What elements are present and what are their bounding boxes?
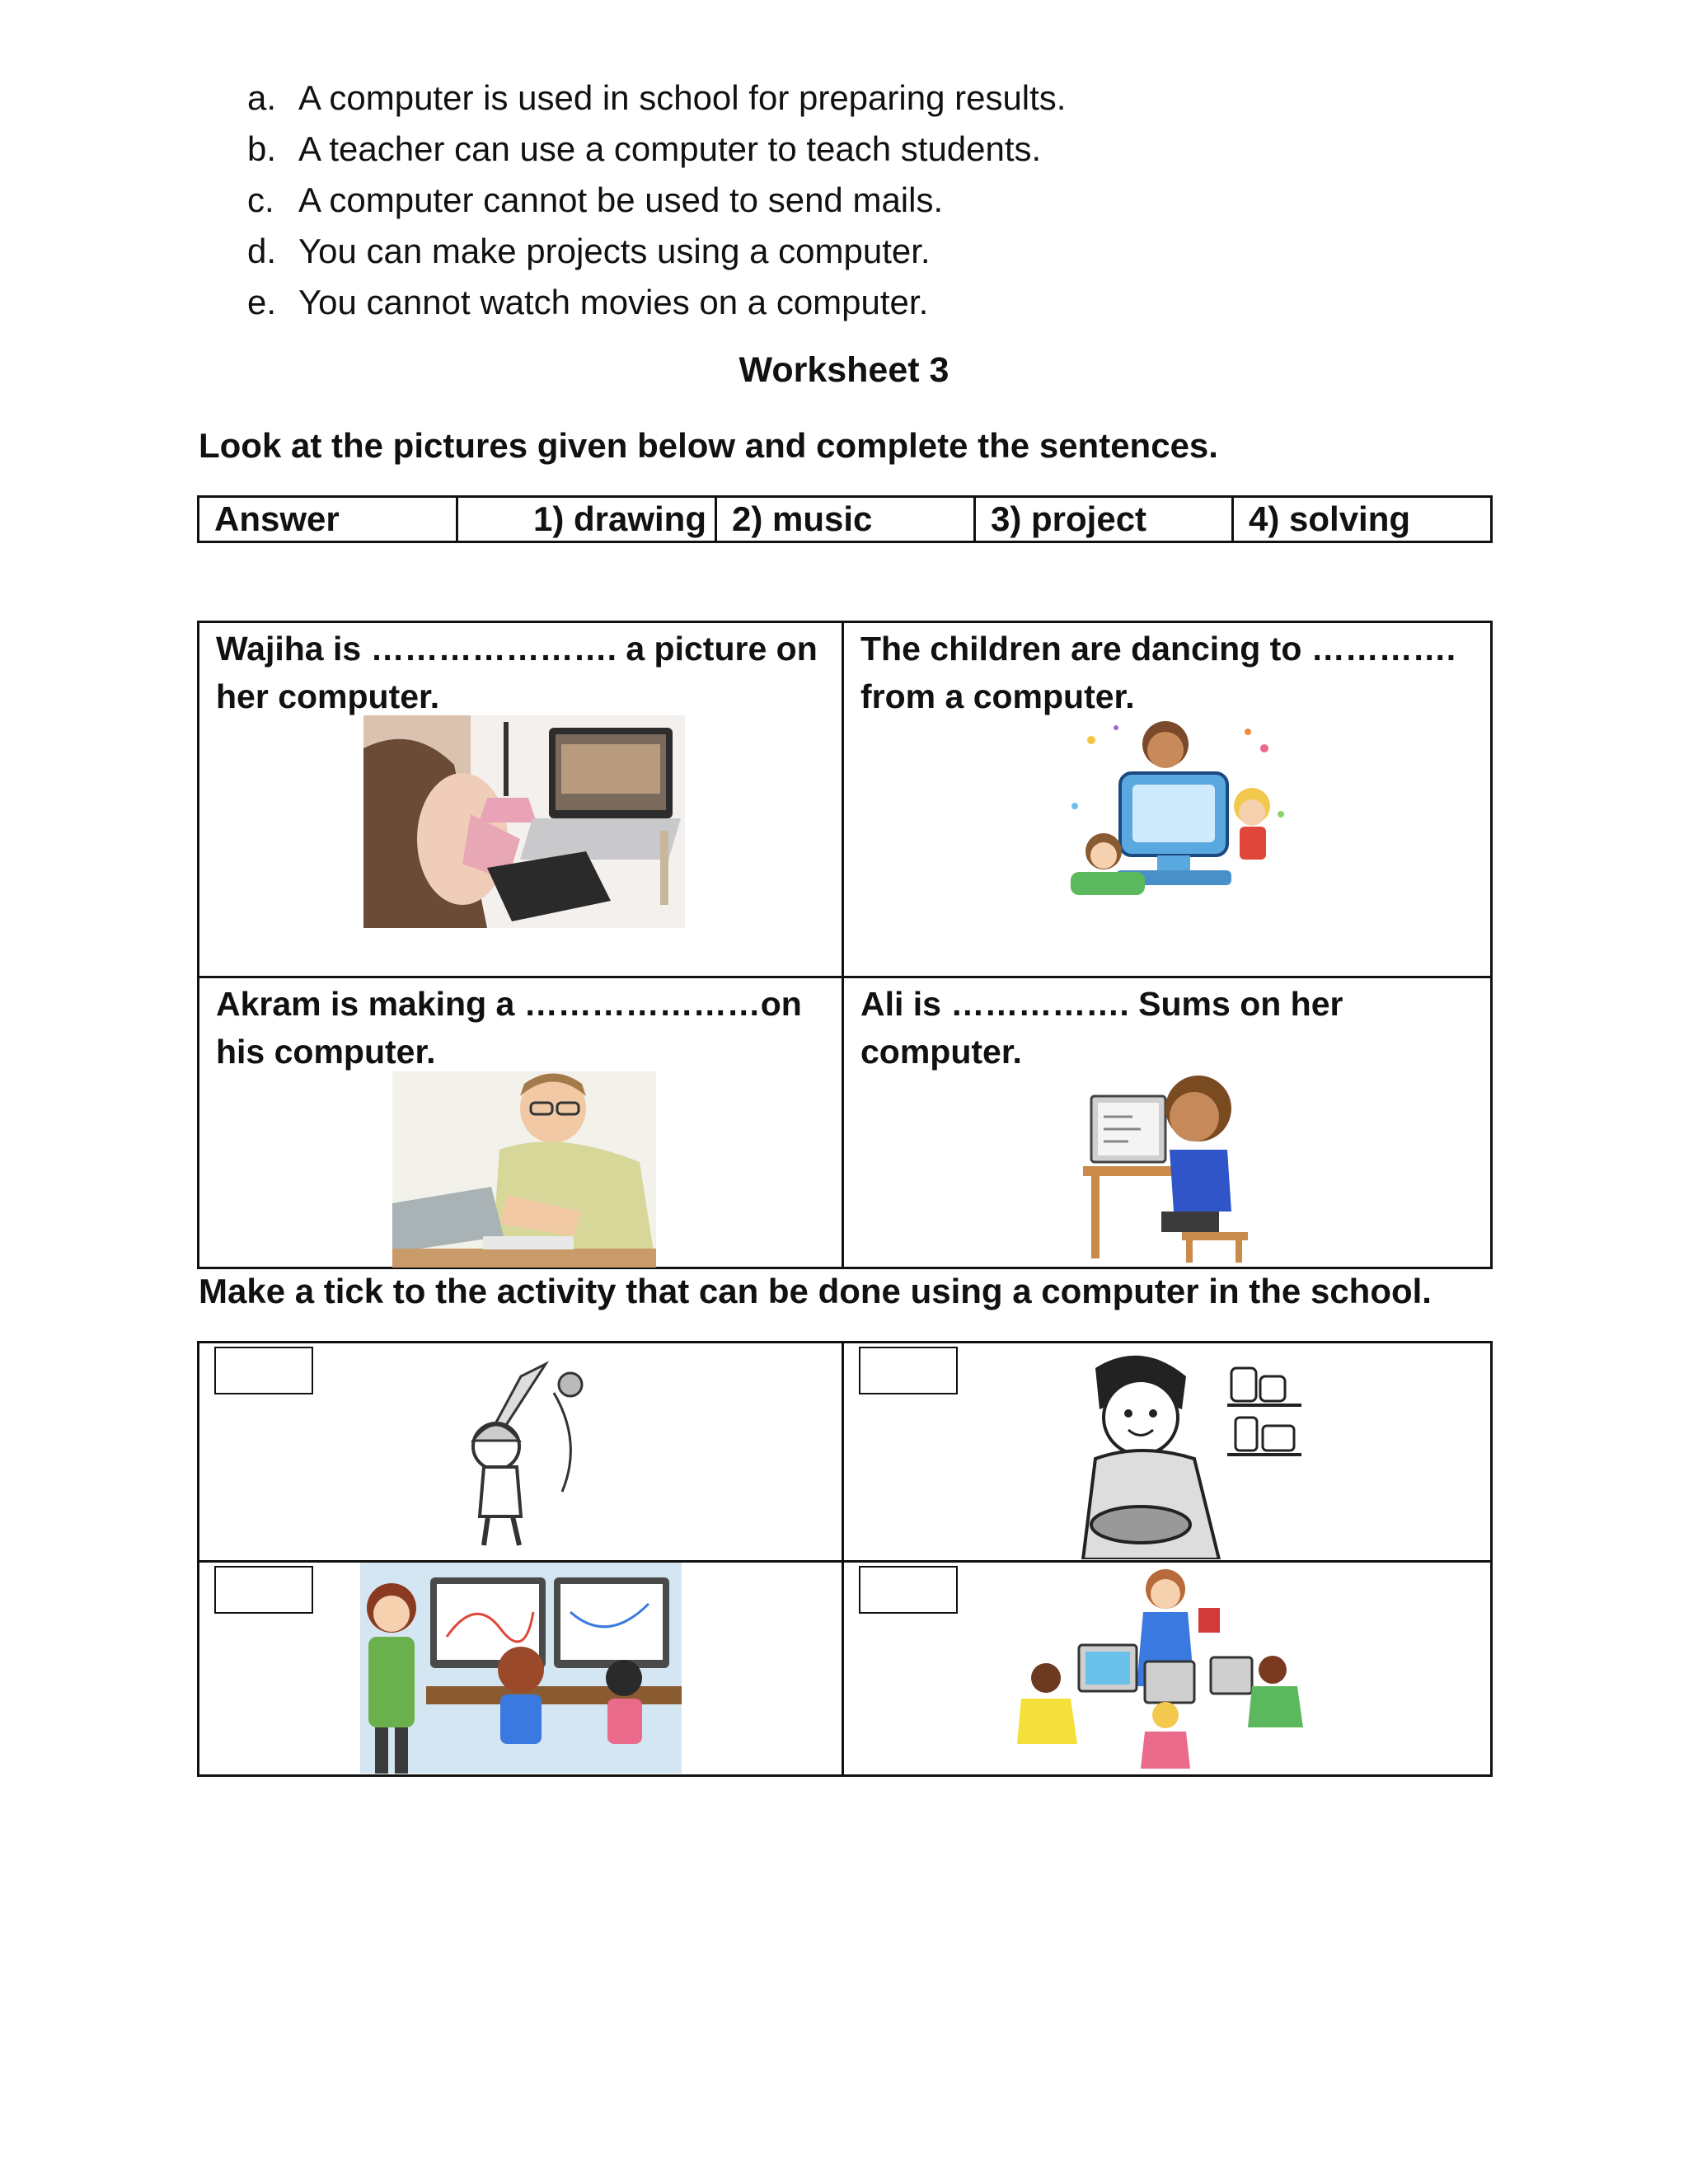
teacher-with-students-at-computers-image (1013, 1563, 1318, 1774)
activity-cell (843, 1562, 1492, 1776)
statement-item (247, 175, 1066, 226)
answer-option: 3) project (975, 497, 1233, 542)
sentence-text: The children are dancing to …………. from a computer. (860, 630, 1456, 715)
girl-cooking-image (1017, 1343, 1322, 1559)
statement-item (247, 226, 1066, 277)
sentence-cell (199, 977, 843, 1268)
activity-cell (843, 1343, 1492, 1562)
statement-marker: c. (247, 180, 274, 219)
man-working-at-laptop-image (392, 1071, 656, 1268)
sentence-text: Ali is ……………. Sums on her computer. (860, 985, 1343, 1071)
statement-text: A computer is used in school for preparing results. (298, 78, 1067, 117)
statement-text: You can make projects using a computer. (298, 232, 931, 270)
boy-playing-cricket-image (438, 1343, 599, 1559)
sentence-grid (197, 621, 1493, 1269)
statement-item (247, 124, 1066, 175)
statement-marker: e. (247, 283, 277, 321)
statement-item (247, 277, 1066, 328)
sentence-cell (199, 622, 843, 977)
statement-text: You cannot watch movies on a computer. (298, 283, 929, 321)
statement-marker: a. (247, 78, 277, 117)
answer-label: Answer (199, 497, 457, 542)
answer-option: 4) solving (1233, 497, 1492, 542)
tick-box[interactable] (214, 1566, 313, 1614)
child-at-computer-desk-image (1083, 1071, 1248, 1263)
statement-text: A teacher can use a computer to teach students. (298, 129, 1042, 168)
tick-box[interactable] (859, 1566, 958, 1614)
statement-text: A computer cannot be used to send mails. (298, 180, 944, 219)
activity-cell (199, 1562, 843, 1776)
sentence-text: Wajiha is …………………. a picture on her computer. (216, 630, 818, 715)
tick-box[interactable] (859, 1347, 958, 1394)
statement-marker: b. (247, 129, 277, 168)
girl-drawing-on-laptop-image (363, 715, 685, 928)
statement-item (247, 73, 1066, 124)
statement-marker: d. (247, 232, 277, 270)
tick-box[interactable] (214, 1347, 313, 1394)
instruction-tick-activity: Make a tick to the activity that can be done using a computer in the school. (199, 1272, 1432, 1310)
instruction-complete-sentences: Look at the pictures given below and complete the sentences. (199, 426, 1218, 465)
activity-cell (199, 1343, 843, 1562)
children-drawing-on-computers-image (360, 1563, 682, 1774)
sentence-text: Akram is making a …………………on his computer. (216, 985, 802, 1071)
children-dancing-around-computer-image (1042, 715, 1306, 923)
worksheet-title: Worksheet 3 (738, 350, 950, 390)
activity-grid (197, 1341, 1493, 1777)
answer-option: 1) drawing (457, 497, 716, 542)
answer-table (197, 495, 1493, 543)
sentence-cell (843, 977, 1492, 1268)
sentence-cell (843, 622, 1492, 977)
answer-option: 2) music (716, 497, 975, 542)
statement-list (247, 73, 1066, 328)
